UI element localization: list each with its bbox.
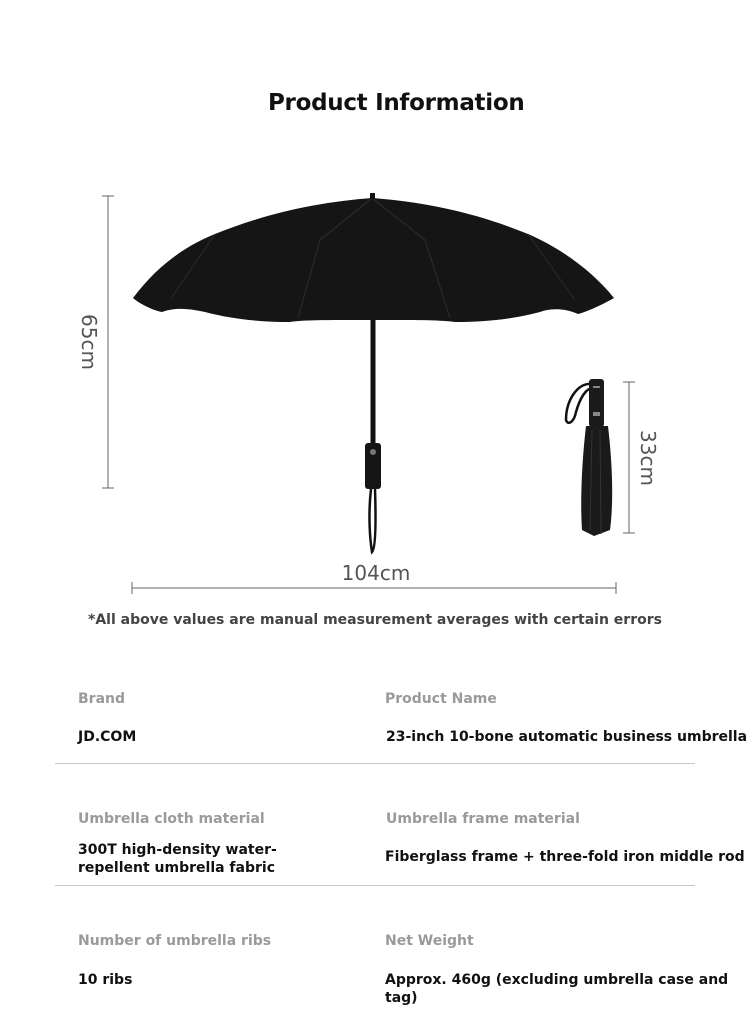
spec-label-cloth-material: Umbrella cloth material [78, 811, 265, 827]
spec-label-product-name: Product Name [385, 691, 497, 707]
page-title: Product Information [268, 90, 525, 116]
folded-height-dimension-label: 33cm [636, 430, 660, 486]
spec-value-frame-material: Fiberglass frame + three-fold iron middle rod [385, 849, 745, 865]
spec-value-cloth-material: 300T high-density water-repellent umbrella fabric [78, 842, 277, 876]
spec-label-brand: Brand [78, 691, 126, 707]
divider [55, 885, 695, 886]
spec-value-product-name: 23-inch 10-bone automatic business umbrella [386, 729, 748, 745]
height-dimension-label: 65cm [77, 314, 101, 370]
folded-height-dimension-line [623, 382, 635, 533]
spec-label-net-weight: Net Weight [385, 933, 474, 949]
spec-label-rib-count: Number of umbrella ribs [78, 933, 272, 949]
spec-label-frame-material: Umbrella frame material [386, 811, 580, 827]
folded-umbrella-image [566, 379, 612, 536]
divider [55, 763, 695, 764]
spec-value-rib-count: 10 ribs [78, 972, 133, 988]
spec-value-brand: JD.COM [78, 729, 137, 745]
spec-value-net-weight: Approx. 460g (excluding umbrella case and tag) [385, 972, 729, 1006]
open-umbrella-image [133, 193, 614, 552]
measurement-note: *All above values are manual measurement averages with certain errors [88, 612, 662, 628]
width-dimension-label: 104cm [341, 561, 411, 585]
height-dimension-line [102, 196, 114, 488]
